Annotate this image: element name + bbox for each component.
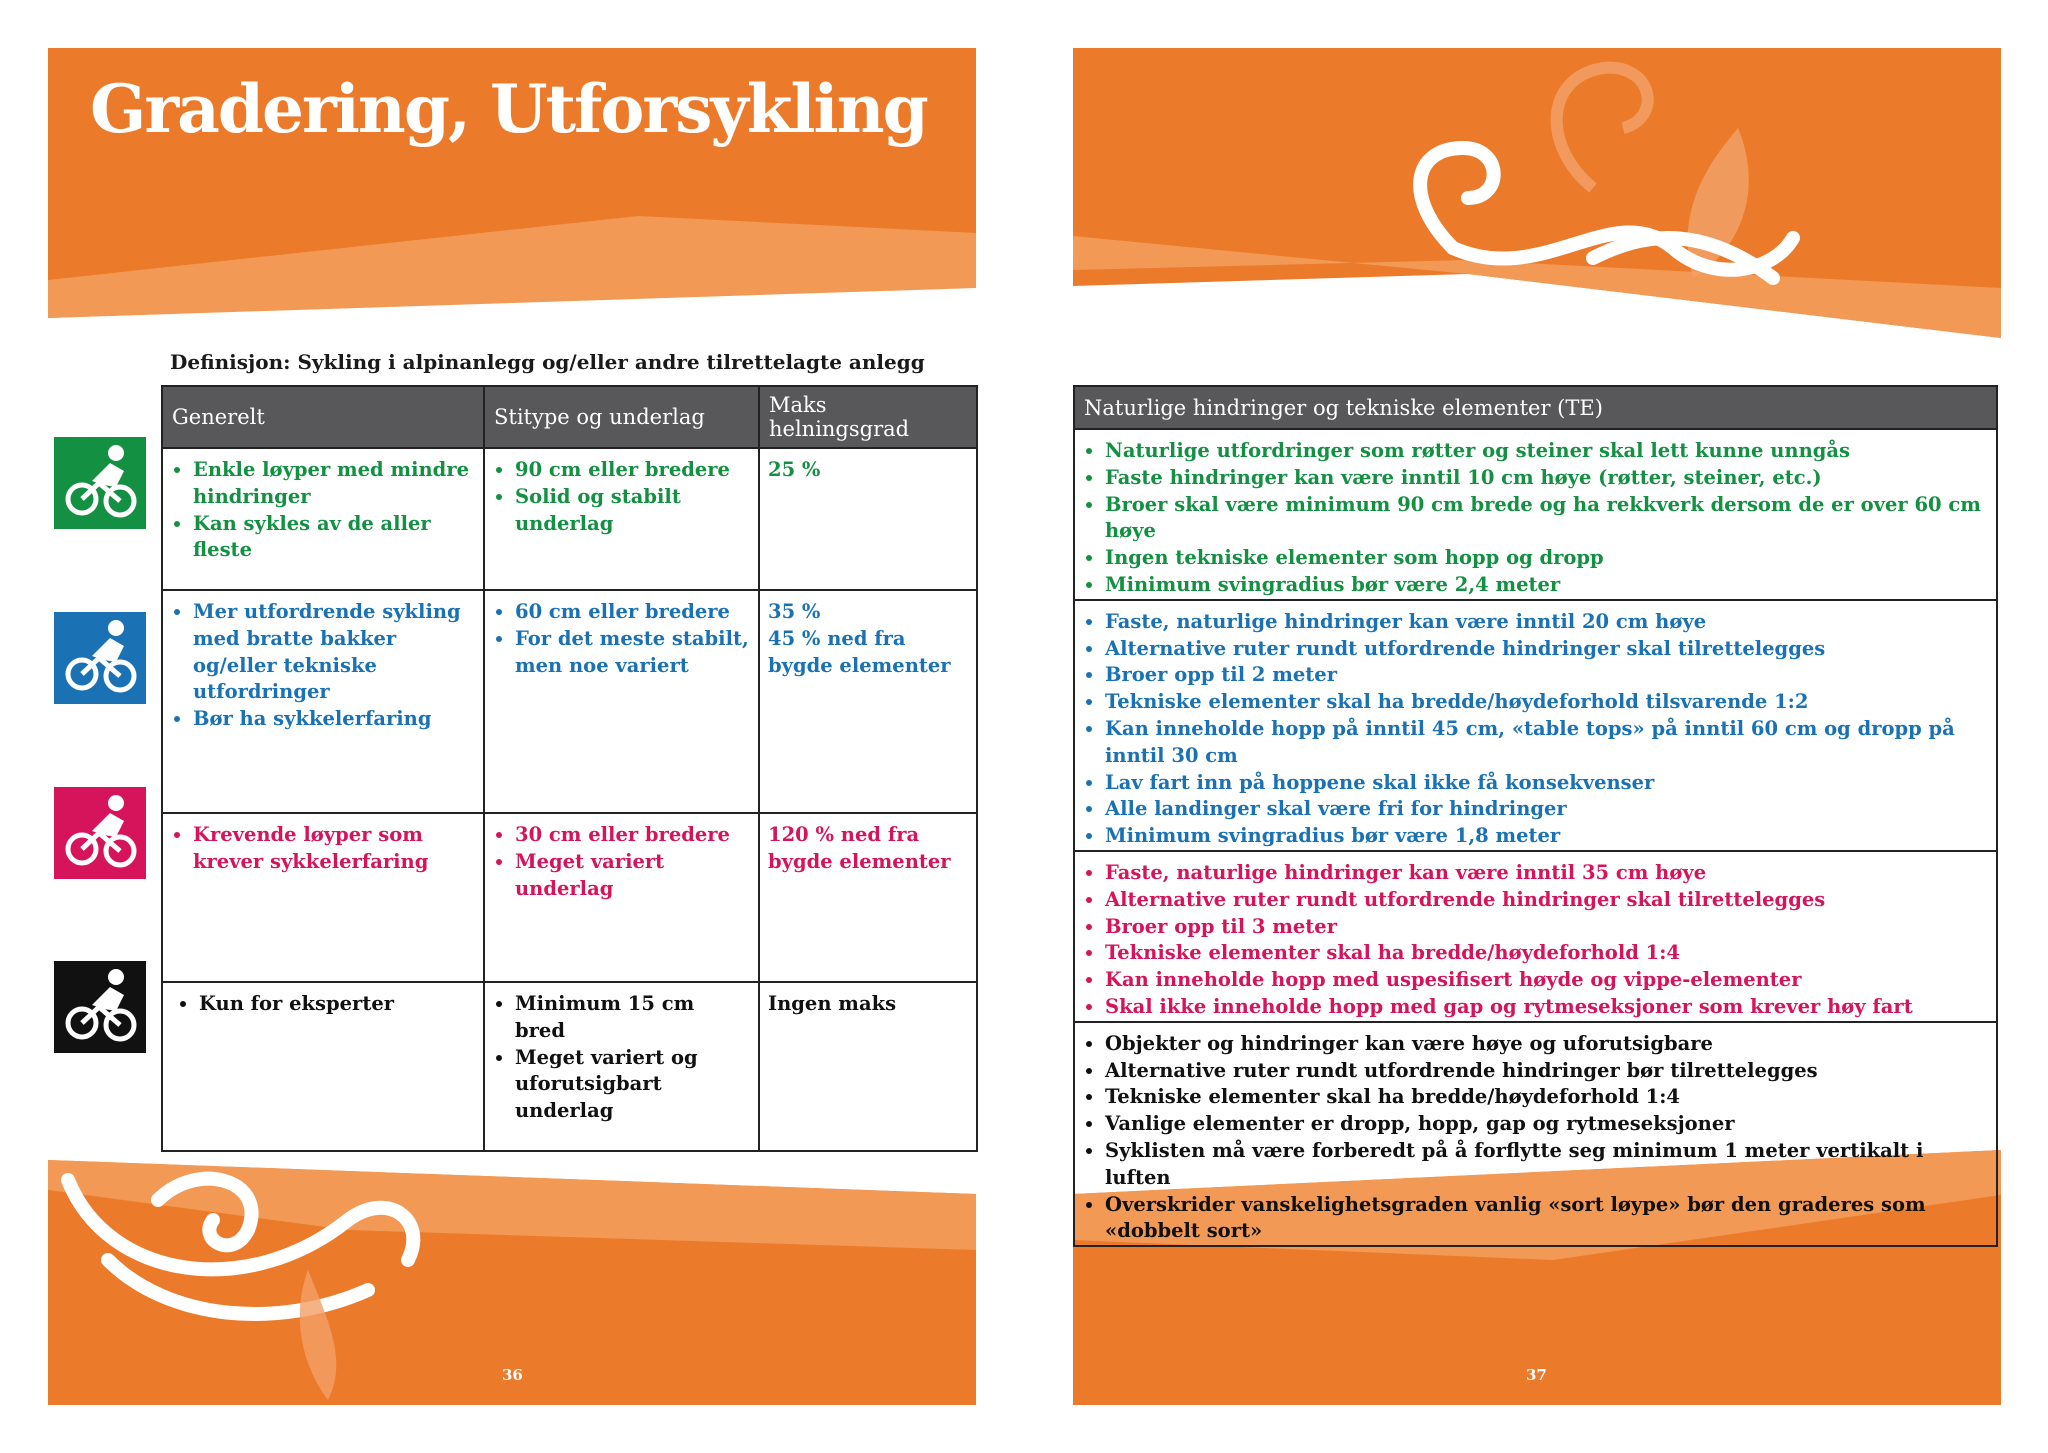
table-row-blue xyxy=(162,590,977,813)
list-item: • Minimum svingradius bør være 1,8 meter xyxy=(1105,823,1988,850)
cell-stitype xyxy=(484,982,759,1151)
obstacles-table xyxy=(1073,385,1998,1247)
right-page xyxy=(1010,0,2048,1453)
list-item: • Broer skal være minimum 90 cm brede og ha rekkverk dersom de er over 60 cm høye xyxy=(1105,492,1988,546)
definition-text: Definisjon: Sykling i alpinanlegg og/eller andre tilrettelagte anlegg xyxy=(170,350,925,374)
cell-helning xyxy=(759,590,977,813)
list-item: • Mer utfordrende sykling med bratte bakker og/eller tekniske utfordringer xyxy=(193,599,475,706)
list-item: • Broer opp til 2 meter xyxy=(1105,662,1988,689)
list-item: • Kun for eksperter xyxy=(199,991,475,1018)
blue-cyclist-icon xyxy=(54,612,146,704)
list-item: • Alternative ruter rundt utfordrende hindringer skal tilrettelegges xyxy=(1105,887,1988,914)
cell-stitype xyxy=(484,590,759,813)
red-cyclist-icon xyxy=(54,787,146,879)
list-item: • Alternative ruter rundt utfordrende hindringer bør tilrettelegges xyxy=(1105,1058,1988,1085)
list-item: • Naturlige utfordringer som røtter og steiner skal lett kunne unngås xyxy=(1105,438,1988,465)
list-item: • Vanlige elementer er dropp, hopp, gap og rytmeseksjoner xyxy=(1105,1111,1988,1138)
list-item: • Solid og stabilt underlag xyxy=(515,484,750,538)
list-item: • For det meste stabilt, men noe variert xyxy=(515,626,750,680)
list-item: • Objekter og hindringer kan være høye og uforutsigbare xyxy=(1105,1031,1988,1058)
list-item: • Meget variert og uforutsigbart underlag xyxy=(515,1045,750,1125)
column-header-stitype: Stitype og underlag xyxy=(484,386,759,448)
list-item: • Krevende løyper som krever sykkelerfaring xyxy=(193,822,475,876)
cell-generelt xyxy=(162,448,484,590)
list-item: • 90 cm eller bredere xyxy=(515,457,750,484)
left-page xyxy=(0,0,1010,1453)
slope-value: 45 % ned fra bygde elementer xyxy=(768,626,951,677)
cell-te xyxy=(1074,1022,1997,1246)
table-row-green xyxy=(1074,429,1997,600)
slope-value: 35 % xyxy=(768,600,821,623)
cell-te xyxy=(1074,851,1997,1022)
table-header-row xyxy=(1074,386,1997,429)
list-item: • Meget variert underlag xyxy=(515,849,750,903)
list-item: • Tekniske elementer skal ha bredde/høydeforhold tilsvarende 1:2 xyxy=(1105,689,1988,716)
cell-helning xyxy=(759,813,977,982)
cell-stitype xyxy=(484,448,759,590)
cell-stitype xyxy=(484,813,759,982)
slope-value: 120 % ned fra bygde elementer xyxy=(768,823,951,873)
table-header-row xyxy=(162,386,977,448)
list-item: • Broer opp til 3 meter xyxy=(1105,914,1988,941)
list-item: • Tekniske elementer skal ha bredde/høydeforhold 1:4 xyxy=(1105,940,1988,967)
list-item: • Alle landinger skal være fri for hindringer xyxy=(1105,796,1988,823)
list-item: • Minimum svingradius bør være 2,4 meter xyxy=(1105,572,1988,599)
column-header-generelt: Generelt xyxy=(162,386,484,448)
list-item: • Skal ikke inneholde hopp med gap og rytmeseksjoner som krever høy fart xyxy=(1105,994,1988,1021)
list-item: • Tekniske elementer skal ha bredde/høydeforhold 1:4 xyxy=(1105,1084,1988,1111)
list-item: • Minimum 15 cm bred xyxy=(515,991,750,1045)
list-item: • Faste hindringer kan være inntil 10 cm høye (røtter, steiner, etc.) xyxy=(1105,465,1988,492)
list-item: • Alternative ruter rundt utfordrende hindringer skal tilrettelegges xyxy=(1105,636,1988,663)
list-item: • Kan inneholde hopp på inntil 45 cm, «table tops» på inntil 60 cm og dropp på inntil 30 cm xyxy=(1105,716,1988,770)
table-row-blue xyxy=(1074,600,1997,851)
list-item: • Faste, naturlige hindringer kan være inntil 35 cm høye xyxy=(1105,860,1988,887)
page-number-left: 36 xyxy=(502,1366,523,1384)
list-item: • 30 cm eller bredere xyxy=(515,822,750,849)
table-row-red xyxy=(162,813,977,982)
list-item: • Enkle løyper med mindre hindringer xyxy=(193,457,475,511)
cell-helning xyxy=(759,448,977,590)
slope-value: 25 % xyxy=(768,458,821,481)
green-cyclist-icon xyxy=(54,437,146,529)
slope-value: Ingen maks xyxy=(768,992,897,1015)
list-item: • 60 cm eller bredere xyxy=(515,599,750,626)
cell-helning xyxy=(759,982,977,1151)
cell-generelt xyxy=(162,590,484,813)
top-banner-right xyxy=(1073,48,2001,338)
list-item: • Kan inneholde hopp med uspesifisert høyde og vippe-elementer xyxy=(1105,967,1988,994)
cell-te xyxy=(1074,429,1997,600)
list-item: • Lav fart inn på hoppene skal ikke få konsekvenser xyxy=(1105,770,1988,797)
page-title: Gradering, Utforsykling xyxy=(90,70,927,148)
list-item: • Bør ha sykkelerfaring xyxy=(193,706,475,733)
column-header-helning: Maks helningsgrad xyxy=(759,386,977,448)
cell-te xyxy=(1074,600,1997,851)
table-row-green xyxy=(162,448,977,590)
cell-generelt xyxy=(162,982,484,1151)
table-row-black xyxy=(1074,1022,1997,1246)
page-number-right: 37 xyxy=(1526,1366,1547,1384)
list-item: • Syklisten må være forberedt på å forflytte seg minimum 1 meter vertikalt i luften xyxy=(1105,1138,1988,1192)
black-cyclist-icon xyxy=(54,961,146,1053)
list-item: • Kan sykles av de aller fleste xyxy=(193,511,475,565)
column-header-te: Naturlige hindringer og tekniske elementer (TE) xyxy=(1074,386,1997,429)
table-row-black xyxy=(162,982,977,1151)
list-item: • Ingen tekniske elementer som hopp og dropp xyxy=(1105,545,1988,572)
cell-generelt xyxy=(162,813,484,982)
grading-table xyxy=(161,385,978,1152)
list-item: • Overskrider vanskelighetsgraden vanlig «sort løype» bør den graderes som «dobbelt sort» xyxy=(1105,1192,1988,1246)
table-row-red xyxy=(1074,851,1997,1022)
list-item: • Faste, naturlige hindringer kan være inntil 20 cm høye xyxy=(1105,609,1988,636)
